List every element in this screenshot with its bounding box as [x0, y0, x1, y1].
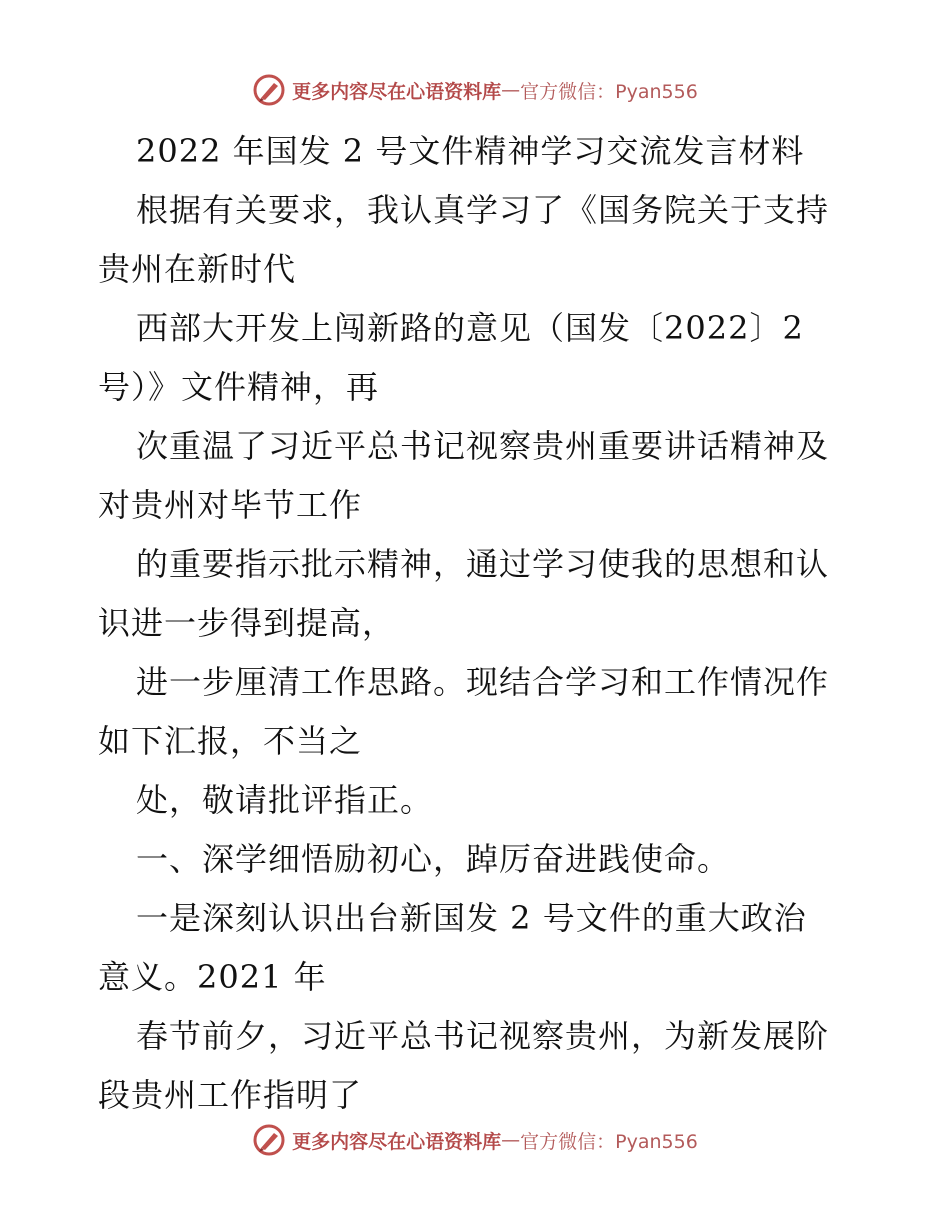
text-line: 意义。2021 年 [98, 958, 327, 996]
text-line: 贵州在新时代 [98, 250, 297, 288]
text-line: 如下汇报，不当之 [98, 722, 363, 760]
pen-logo-icon [252, 73, 286, 107]
footer-wechat: 官方微信：Pyan556 [520, 1130, 698, 1153]
text-line: 对贵州对毕节工作 [98, 486, 363, 524]
header-wechat: 官方微信：Pyan556 [520, 80, 698, 103]
text-line: 处，敬请批评指正。 [136, 781, 434, 819]
footer-separator: — [501, 1129, 521, 1151]
text-line: 进一步厘清工作思路。现结合学习和工作情况作 [136, 663, 830, 701]
header-separator: — [501, 79, 521, 101]
text-line: 段贵州工作指明了 [98, 1076, 363, 1114]
document-body [98, 122, 858, 1125]
text-line: 西部大开发上闯新路的意见（国发〔2022〕2 [136, 309, 804, 347]
footer-brand: 更多内容尽在心语资料库 [292, 1130, 502, 1153]
text-line: 春节前夕，习近平总书记视察贵州，为新发展阶 [136, 1017, 830, 1055]
header-watermark [0, 70, 950, 110]
footer-watermark [0, 1120, 950, 1160]
text-line: 一是深刻认识出台新国发 2 号文件的重大政治 [136, 899, 807, 937]
pen-logo-icon [252, 1123, 286, 1157]
text-line: 根据有关要求，我认真学习了《国务院关于支持 [136, 191, 830, 229]
header-brand: 更多内容尽在心语资料库 [292, 80, 502, 103]
text-line: 号）》文件精神，再 [98, 368, 380, 406]
section-heading: 一、深学细悟励初心，踔厉奋进践使命。 [136, 840, 731, 878]
text-line: 的重要指示批示精神，通过学习使我的思想和认 [136, 545, 830, 583]
text-line: 次重温了习近平总书记视察贵州重要讲话精神及 [136, 427, 830, 465]
text-line: 识进一步得到提高， [98, 604, 396, 642]
document-title: 2022 年国发 2 号文件精神学习交流发言材料 [136, 132, 805, 170]
